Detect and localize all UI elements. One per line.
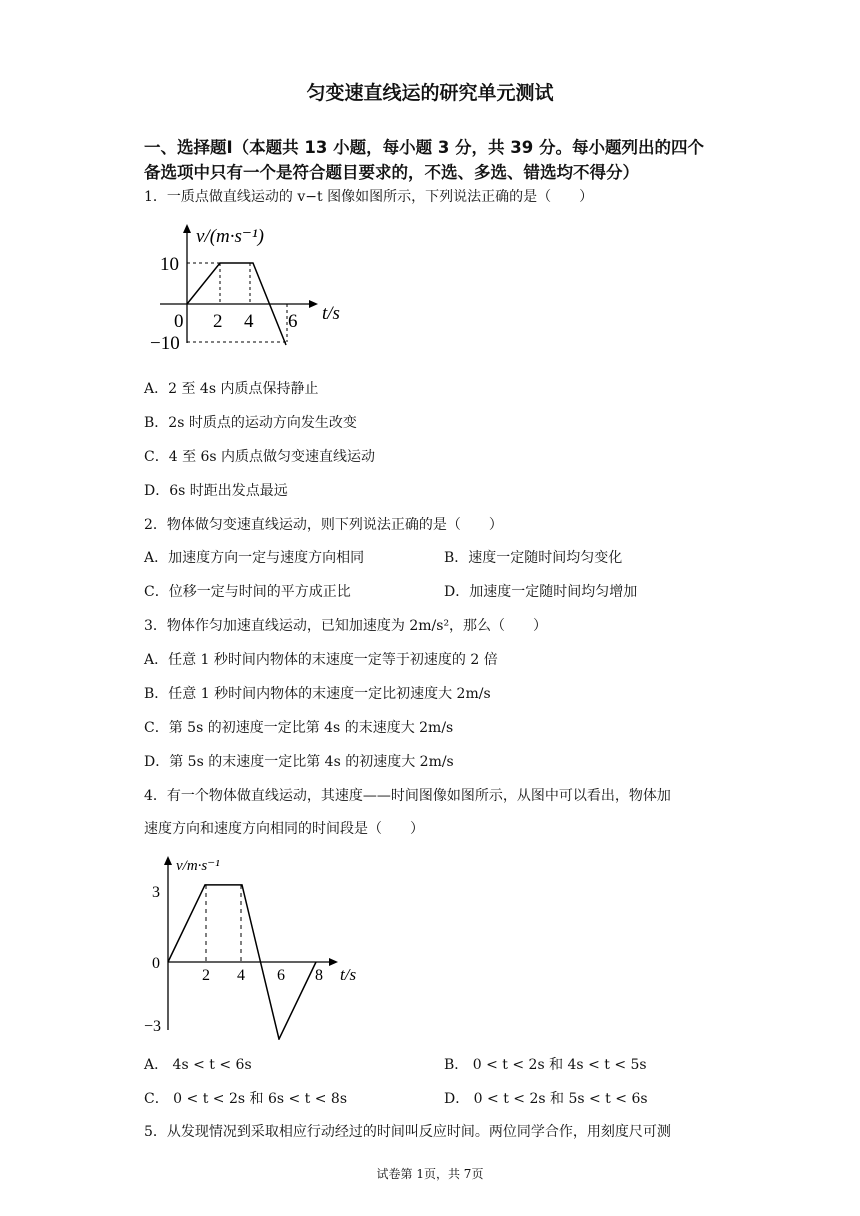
q4-origin-label: 0 xyxy=(152,955,160,972)
q1-vt-graph xyxy=(140,218,360,363)
q4-stem-line1: 4．有一个物体做直线运动，其速度——时间图像如图所示，从图中可以看出，物体加 xyxy=(144,788,671,804)
section-heading-line1: 一、选择题Ⅰ（本题共 13 小题，每小题 3 分，共 39 分。每小题列出的四个 xyxy=(144,138,705,157)
q1-ytick-neg10: −10 xyxy=(150,333,180,354)
q4-option-a[interactable]: A． 4s < t < 6s xyxy=(144,1057,252,1073)
q2-option-c[interactable]: C．位移一定与时间的平方成正比 xyxy=(144,584,351,600)
q1-x-arrow xyxy=(309,300,318,308)
q4-xlabel: t/s xyxy=(340,965,357,984)
q1-option-d[interactable]: D．6s 时距出发点最远 xyxy=(144,483,288,499)
section-heading-line2: 备选项中只有一个是符合题目要求的，不选、多选、错选均不得分） xyxy=(144,163,639,182)
page-title: 匀变速直线运的研究单元测试 xyxy=(306,82,554,104)
q2-option-a[interactable]: A．加速度方向一定与速度方向相同 xyxy=(144,550,365,566)
q4-xtick-6: 6 xyxy=(277,967,285,984)
q4-xtick-8: 8 xyxy=(315,967,323,984)
q3-option-c[interactable]: C．第 5s 的初速度一定比第 4s 的末速度大 2m/s xyxy=(144,720,454,736)
q2-stem: 2．物体做匀变速直线运动，则下列说法正确的是（ ） xyxy=(144,517,503,533)
q4-xtick-2: 2 xyxy=(202,967,210,984)
q4-ytick-3: 3 xyxy=(152,884,160,901)
q1-xtick-4: 4 xyxy=(244,311,254,332)
q4-x-arrow xyxy=(329,958,338,966)
q2-option-d[interactable]: D．加速度一定随时间均匀增加 xyxy=(444,584,638,600)
q3-stem: 3．物体作匀加速直线运动，已知加速度为 2m/s²，那么（ ） xyxy=(144,618,548,634)
q1-ylabel: v/(m·s⁻¹) xyxy=(196,226,264,247)
q1-xtick-6: 6 xyxy=(288,311,298,332)
q4-stem-line2: 速度方向和速度方向相同的时间段是（ ） xyxy=(144,821,424,837)
q3-option-b[interactable]: B．任意 1 秒时间内物体的末速度一定比初速度大 2m/s xyxy=(144,686,491,702)
q1-stem: 1．一质点做直线运动的 v−t 图像如图所示，下列说法正确的是（ ） xyxy=(144,189,594,205)
q4-ylabel: v/m·s⁻¹ xyxy=(176,858,220,874)
q2-option-b[interactable]: B．速度一定随时间均匀变化 xyxy=(444,550,623,566)
q1-option-c[interactable]: C．4 至 6s 内质点做匀变速直线运动 xyxy=(144,449,376,465)
q5-stem: 5．从发现情况到采取相应行动经过的时间叫反应时间。两位同学合作，用刻度尺可测 xyxy=(144,1124,671,1140)
page-footer: 试卷第 1页，共 7页 xyxy=(376,1167,484,1181)
q1-option-b[interactable]: B．2s 时质点的运动方向发生改变 xyxy=(144,415,357,431)
q1-origin-label: 0 xyxy=(174,311,184,332)
q4-option-c[interactable]: C． 0 < t < 2s 和 6s < t < 8s xyxy=(144,1091,348,1107)
q4-xtick-4: 4 xyxy=(237,967,245,984)
q4-y-arrow xyxy=(164,856,172,865)
q4-ytick-neg3: −3 xyxy=(144,1018,162,1035)
q4-option-d[interactable]: D． 0 < t < 2s 和 5s < t < 6s xyxy=(444,1091,648,1107)
q4-option-b[interactable]: B． 0 < t < 2s 和 4s < t < 5s xyxy=(444,1057,647,1073)
q1-y-arrow xyxy=(183,224,191,233)
q3-option-a[interactable]: A．任意 1 秒时间内物体的末速度一定等于初速度的 2 倍 xyxy=(144,652,498,668)
q1-xtick-2: 2 xyxy=(213,311,223,332)
q1-ytick-10: 10 xyxy=(160,254,179,275)
q3-option-d[interactable]: D．第 5s 的末速度一定比第 4s 的初速度大 2m/s xyxy=(144,754,454,770)
q4-vt-graph xyxy=(140,848,370,1040)
q1-option-a[interactable]: A．2 至 4s 内质点保持静止 xyxy=(144,381,319,397)
q1-xlabel: t/s xyxy=(322,303,340,324)
